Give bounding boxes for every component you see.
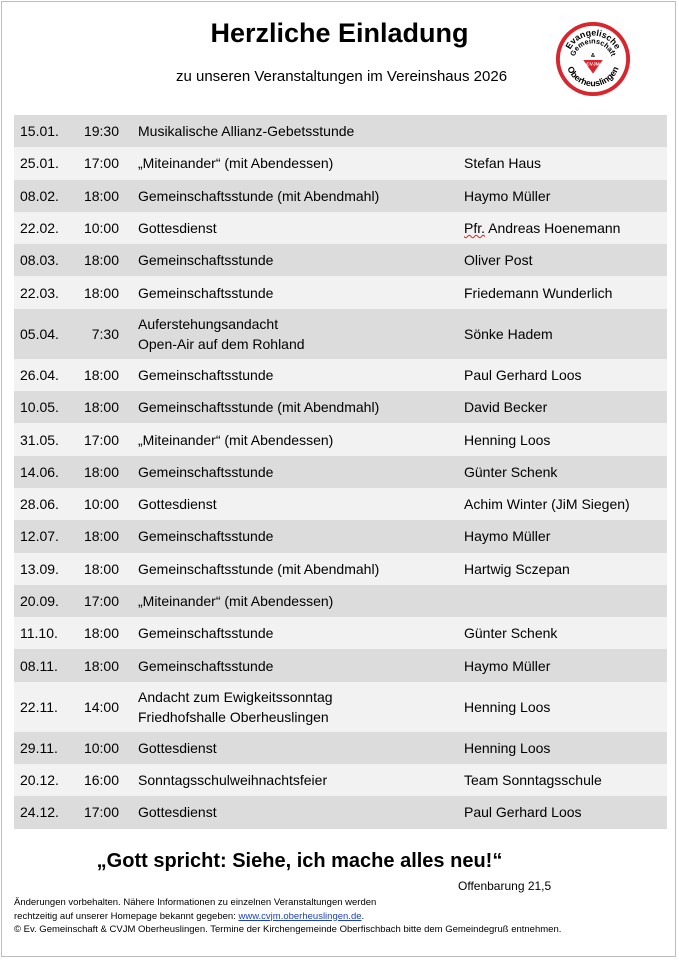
- event-time: 18:00: [83, 560, 119, 577]
- event-speaker: [445, 699, 667, 715]
- event-title: [119, 802, 445, 822]
- event-speaker: [445, 658, 667, 674]
- event-speaker: [445, 772, 667, 788]
- event-time: 10:00: [83, 739, 119, 756]
- event-title-line1: Gemeinschaftsstunde: [138, 366, 274, 383]
- table-row: [14, 456, 667, 488]
- event-title-line1: Gemeinschaftsstunde: [138, 252, 274, 269]
- event-title: [119, 591, 445, 611]
- event-title-line1: Gemeinschaftsstunde (mit Abendmahl): [138, 187, 380, 204]
- event-date: 26.04.: [20, 366, 59, 383]
- speaker-name: Henning Loos: [464, 431, 551, 448]
- speaker-name: Paul Gerhard Loos: [464, 366, 582, 383]
- table-row: [14, 585, 667, 617]
- event-title: [119, 121, 445, 141]
- table-row: [14, 553, 667, 585]
- event-title: [119, 365, 445, 385]
- event-time: 18:00: [83, 366, 119, 383]
- bible-quote: [0, 850, 679, 873]
- event-time: 10:00: [83, 220, 119, 237]
- table-row: [14, 391, 667, 423]
- event-time: 18:00: [83, 528, 119, 545]
- event-title-line1: Andacht zum Ewigkeitssonntag: [138, 688, 333, 705]
- event-date: 08.11.: [20, 657, 58, 674]
- event-time: 19:30: [83, 123, 119, 140]
- event-speaker: [445, 528, 667, 544]
- event-speaker: [445, 326, 667, 342]
- event-title: [119, 153, 445, 173]
- speaker-name: Sönke Hadem: [464, 325, 553, 342]
- event-time: 18:00: [83, 399, 119, 416]
- event-title: [119, 430, 445, 450]
- event-title-line1: Gottesdienst: [138, 496, 217, 513]
- event-speaker: [445, 285, 667, 301]
- table-row: [14, 359, 667, 391]
- speaker-name: Haymo Müller: [464, 187, 551, 204]
- table-row: [14, 244, 667, 276]
- speaker-name: David Becker: [464, 399, 548, 416]
- event-time: 17:00: [83, 431, 119, 448]
- event-time: 18:00: [83, 625, 119, 642]
- speaker-name: Paul Gerhard Loos: [464, 804, 582, 821]
- event-time: 18:00: [83, 463, 119, 480]
- event-date: 20.09.: [20, 593, 59, 609]
- table-row: [14, 423, 667, 455]
- event-title-line1: Sonntagsschulweihnachtsfeier: [138, 772, 328, 789]
- event-date: 22.03.: [20, 284, 59, 301]
- event-time: 7:30: [91, 325, 119, 342]
- event-title-line2: Open-Air auf dem Rohland: [138, 335, 305, 352]
- event-date: 13.09.: [20, 560, 59, 577]
- event-date: 22.11.: [20, 698, 58, 715]
- event-title: [119, 770, 445, 790]
- event-title: [119, 526, 445, 546]
- table-row: [14, 682, 667, 732]
- table-row: [14, 276, 667, 308]
- speaker-name: Oliver Post: [464, 252, 533, 269]
- speaker-name: Friedemann Wunderlich: [464, 284, 613, 301]
- event-speaker: [445, 188, 667, 204]
- quote-text: „Gott spricht: Siehe, ich mache alles neu!“: [96, 850, 503, 872]
- footer-line1: Änderungen vorbehalten. Nähere Informationen zu einzelnen Veranstaltungen werden: [14, 897, 377, 908]
- footer-notes: [14, 896, 664, 937]
- event-title-line1: „Miteinander“ (mit Abendessen): [138, 593, 334, 609]
- event-title: [119, 656, 445, 676]
- event-date: 08.03.: [20, 252, 59, 269]
- speaker-name: Team Sonntagsschule: [464, 772, 602, 789]
- event-date: 10.05.: [20, 399, 59, 416]
- event-time: 18:00: [83, 657, 119, 674]
- event-time: 18:00: [83, 187, 119, 204]
- event-speaker: [445, 367, 667, 383]
- table-row: [14, 309, 667, 359]
- speaker-name: Haymo Müller: [464, 657, 551, 674]
- table-row: [14, 764, 667, 796]
- event-time: 10:00: [83, 496, 119, 513]
- speaker-name: Haymo Müller: [464, 528, 551, 545]
- footer-line2: [14, 910, 664, 924]
- event-title: [119, 186, 445, 206]
- event-speaker: [445, 464, 667, 480]
- footer-line2-suffix: .: [361, 910, 365, 922]
- speaker-prefix: Pfr.: [464, 220, 486, 237]
- event-time: 16:00: [83, 772, 119, 789]
- organization-logo: [554, 20, 632, 98]
- table-row: [14, 180, 667, 212]
- event-speaker: [445, 804, 667, 820]
- event-title: [119, 314, 445, 354]
- event-date: 14.06.: [20, 463, 59, 480]
- event-date: 31.05.: [20, 431, 59, 448]
- table-row: [14, 617, 667, 649]
- event-date: 25.01.: [20, 155, 59, 172]
- table-row: [14, 212, 667, 244]
- event-speaker: [445, 220, 667, 236]
- event-title: [119, 462, 445, 482]
- event-date: 05.04.: [20, 325, 59, 342]
- event-title-line2: Friedhofshalle Oberheuslingen: [138, 708, 329, 725]
- table-row: [14, 732, 667, 764]
- event-title-line1: Gottesdienst: [138, 739, 217, 756]
- event-title: [119, 623, 445, 643]
- table-row: [14, 649, 667, 681]
- footer-line3: © Ev. Gemeinschaft & CVJM Oberheuslingen. Termine der Kirchengemeinde Oberfischbach bitte dem Gemeindegruß entnehmen.: [14, 924, 562, 935]
- logo-text-line1: Evangelische: [563, 27, 623, 51]
- logo-text-line2: Gemeinschaft: [568, 36, 619, 58]
- event-date: 24.12.: [20, 804, 59, 821]
- event-title-line1: Gottesdienst: [138, 220, 217, 237]
- event-title: [119, 494, 445, 514]
- event-time: 17:00: [83, 804, 119, 821]
- page-title: Herzliche Einladung: [210, 18, 469, 48]
- event-date: 29.11.: [20, 739, 58, 756]
- table-row: [14, 520, 667, 552]
- event-date: 20.12.: [20, 772, 59, 789]
- event-title-line1: Gemeinschaftsstunde: [138, 528, 274, 545]
- logo-emblem: [554, 20, 632, 98]
- logo-text-line3: Oberheuslingen: [565, 64, 621, 89]
- subtitle-text: zu unseren Veranstaltungen im Vereinshaus 2026: [175, 68, 508, 85]
- event-time: 17:00: [83, 593, 119, 609]
- event-speaker: [445, 740, 667, 756]
- event-title: [119, 687, 445, 727]
- event-title-line1: „Miteinander“ (mit Abendessen): [138, 431, 334, 448]
- table-row: [14, 147, 667, 179]
- event-date: 15.01.: [20, 123, 59, 140]
- event-date: 28.06.: [20, 496, 59, 513]
- event-title: [119, 559, 445, 579]
- event-title: [119, 738, 445, 758]
- event-speaker: [445, 155, 667, 171]
- speaker-name: Günter Schenk: [464, 463, 558, 480]
- speaker-name: Henning Loos: [464, 739, 551, 756]
- quote-reference: Offenbarung 21,5: [458, 879, 552, 893]
- event-title-line1: Gemeinschaftsstunde: [138, 284, 274, 301]
- speaker-name: Günter Schenk: [464, 625, 558, 642]
- event-time: 14:00: [83, 698, 119, 715]
- homepage-link[interactable]: www.cvjm.oberheuslingen.de: [238, 910, 362, 922]
- event-date: 22.02.: [20, 220, 59, 237]
- event-title-line1: Auferstehungsandacht: [138, 315, 279, 332]
- event-title-line1: Gottesdienst: [138, 804, 217, 821]
- event-speaker: [445, 625, 667, 641]
- table-row: [14, 488, 667, 520]
- speaker-name: Andreas Hoenemann: [485, 220, 621, 237]
- event-title: [119, 397, 445, 417]
- event-schedule-table: [14, 115, 667, 829]
- event-title-line1: Musikalische Allianz-Gebetsstunde: [138, 123, 355, 140]
- event-title-line1: Gemeinschaftsstunde: [138, 657, 274, 674]
- event-time: 18:00: [83, 252, 119, 269]
- event-title: [119, 250, 445, 270]
- event-title-line1: Gemeinschaftsstunde (mit Abendmahl): [138, 399, 380, 416]
- event-title-line1: „Miteinander“ (mit Abendessen): [138, 155, 334, 172]
- table-row: [14, 115, 667, 147]
- table-row: [14, 796, 667, 828]
- event-title: [119, 218, 445, 238]
- event-title-line1: Gemeinschaftsstunde: [138, 463, 274, 480]
- speaker-name: Stefan Haus: [464, 155, 542, 172]
- logo-ampersand: &: [590, 53, 596, 60]
- event-date: 12.07.: [20, 528, 59, 545]
- event-title-line1: Gemeinschaftsstunde (mit Abendmahl): [138, 560, 380, 577]
- speaker-name: Hartwig Sczepan: [464, 560, 570, 577]
- event-date: 11.10.: [20, 625, 58, 642]
- event-speaker: [445, 252, 667, 268]
- event-title-line1: Gemeinschaftsstunde: [138, 625, 274, 642]
- event-speaker: [445, 496, 667, 512]
- event-speaker: [445, 561, 667, 577]
- event-title: [119, 283, 445, 303]
- event-speaker: [445, 432, 667, 448]
- speaker-name: Henning Loos: [464, 698, 551, 715]
- event-speaker: [445, 399, 667, 415]
- speaker-name: Achim Winter (JiM Siegen): [464, 496, 630, 513]
- footer-line2-prefix: rechtzeitig auf unserer Homepage bekannt gegeben:: [14, 910, 239, 922]
- event-time: 17:00: [83, 155, 119, 172]
- event-time: 18:00: [83, 284, 119, 301]
- event-date: 08.02.: [20, 187, 59, 204]
- logo-badge-text: CVJM: [586, 62, 600, 68]
